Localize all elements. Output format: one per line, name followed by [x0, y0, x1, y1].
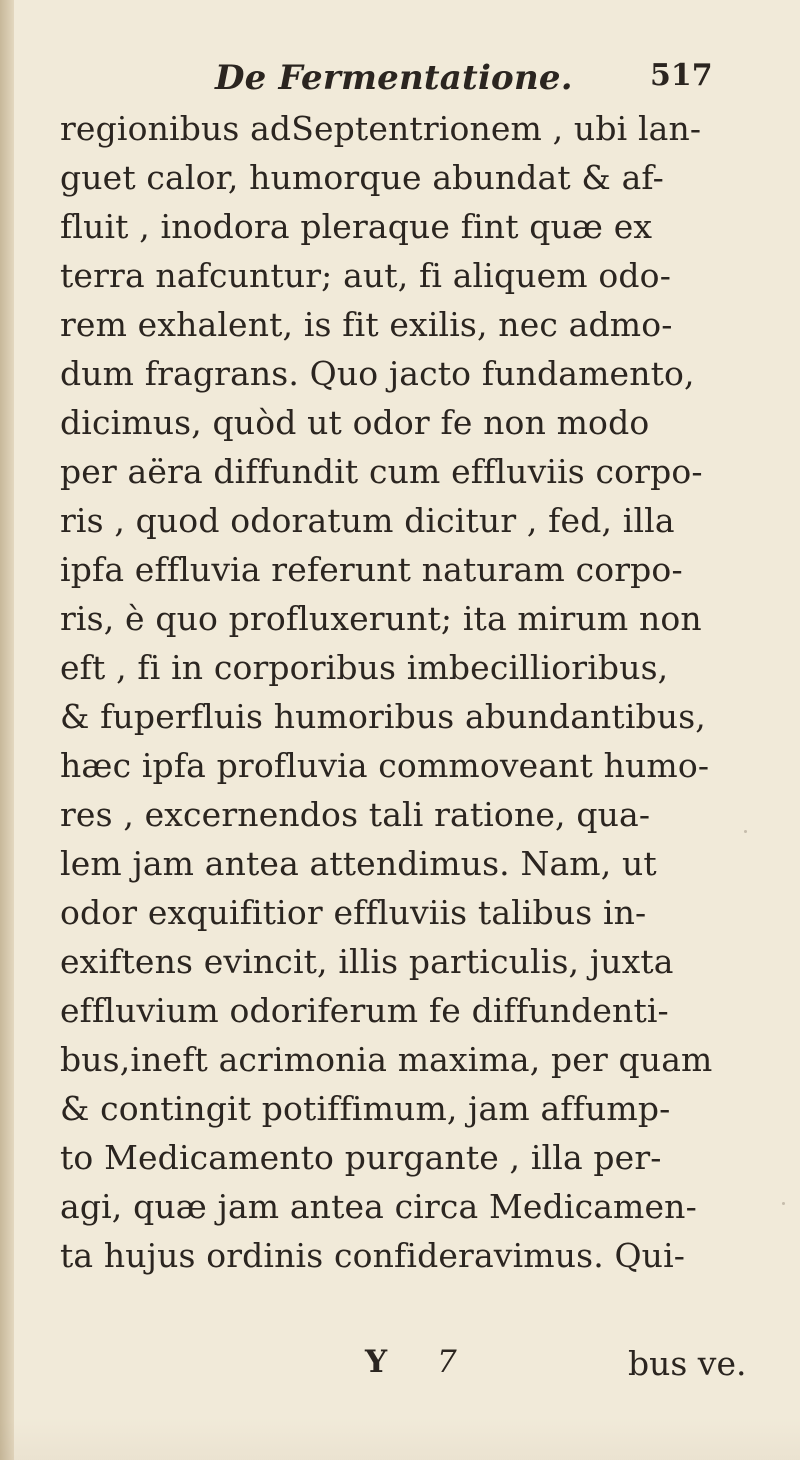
- text-line: ris, è quo profluxerunt; ita mirum non: [60, 599, 702, 638]
- text-line: ta hujus ordinis confideravimus. Qui-: [60, 1236, 686, 1275]
- text-line: to Medicamento purgante , illa per-: [60, 1138, 662, 1177]
- text-line: exiftens evincit, illis particulis, juxta: [60, 942, 674, 981]
- paper-speck: [782, 1202, 785, 1205]
- text-line: lem jam antea attendimus. Nam, ut: [60, 844, 657, 883]
- text-line: eft , fi in corporibus imbecillioribus,: [60, 648, 669, 687]
- text-line: ipfa effluvia referunt naturam corpo-: [60, 550, 683, 589]
- text-line: & fuperfluis humoribus abundantibus,: [60, 697, 706, 736]
- text-line: guet calor, humorque abundat & af-: [60, 158, 664, 197]
- text-line: fluit , inodora pleraque fint quæ ex: [60, 207, 653, 246]
- text-line: effluvium odoriferum fe diffundenti-: [60, 991, 669, 1030]
- text-line: hæc ipfa profluvia commoveant humo-: [60, 746, 710, 785]
- text-line: dum fragrans. Quo jacto fundamento,: [60, 354, 695, 393]
- text-line: odor exquifitior effluviis talibus in-: [60, 893, 647, 932]
- text-line: ris , quod odoratum dicitur , fed, illa: [60, 501, 675, 540]
- page-number: 517: [650, 58, 713, 93]
- text-line: res , excernendos tali ratione, qua-: [60, 795, 651, 834]
- text-line: regionibus adSeptentrionem , ubi lan-: [60, 109, 702, 148]
- text-line: & contingit potiffimum, jam affump-: [60, 1089, 671, 1128]
- page-shadow: [0, 1418, 800, 1460]
- text-line: rem exhalent, is fit exilis, nec admo-: [60, 305, 673, 344]
- signature-mark: Y: [365, 1344, 388, 1380]
- page-footer: [60, 1344, 792, 1394]
- text-line: dicimus, quòd ut odor fe non modo: [60, 403, 650, 442]
- text-block: [60, 104, 792, 1280]
- paper-speck: [744, 830, 747, 833]
- catchword: bus ve.: [628, 1344, 747, 1383]
- signature-number: 7: [437, 1344, 457, 1380]
- text-line: agi, quæ jam antea circa Medicamen-: [60, 1187, 697, 1226]
- text-line: per aëra diffundit cum effluviis corpo-: [60, 452, 703, 491]
- text-line: bus,ineft acrimonia maxima, per quam: [60, 1040, 713, 1079]
- text-line: terra nafcuntur; aut, fi aliquem odo-: [60, 256, 671, 295]
- page-gutter: [0, 0, 14, 1460]
- running-title: De Fermentatione.: [215, 58, 573, 98]
